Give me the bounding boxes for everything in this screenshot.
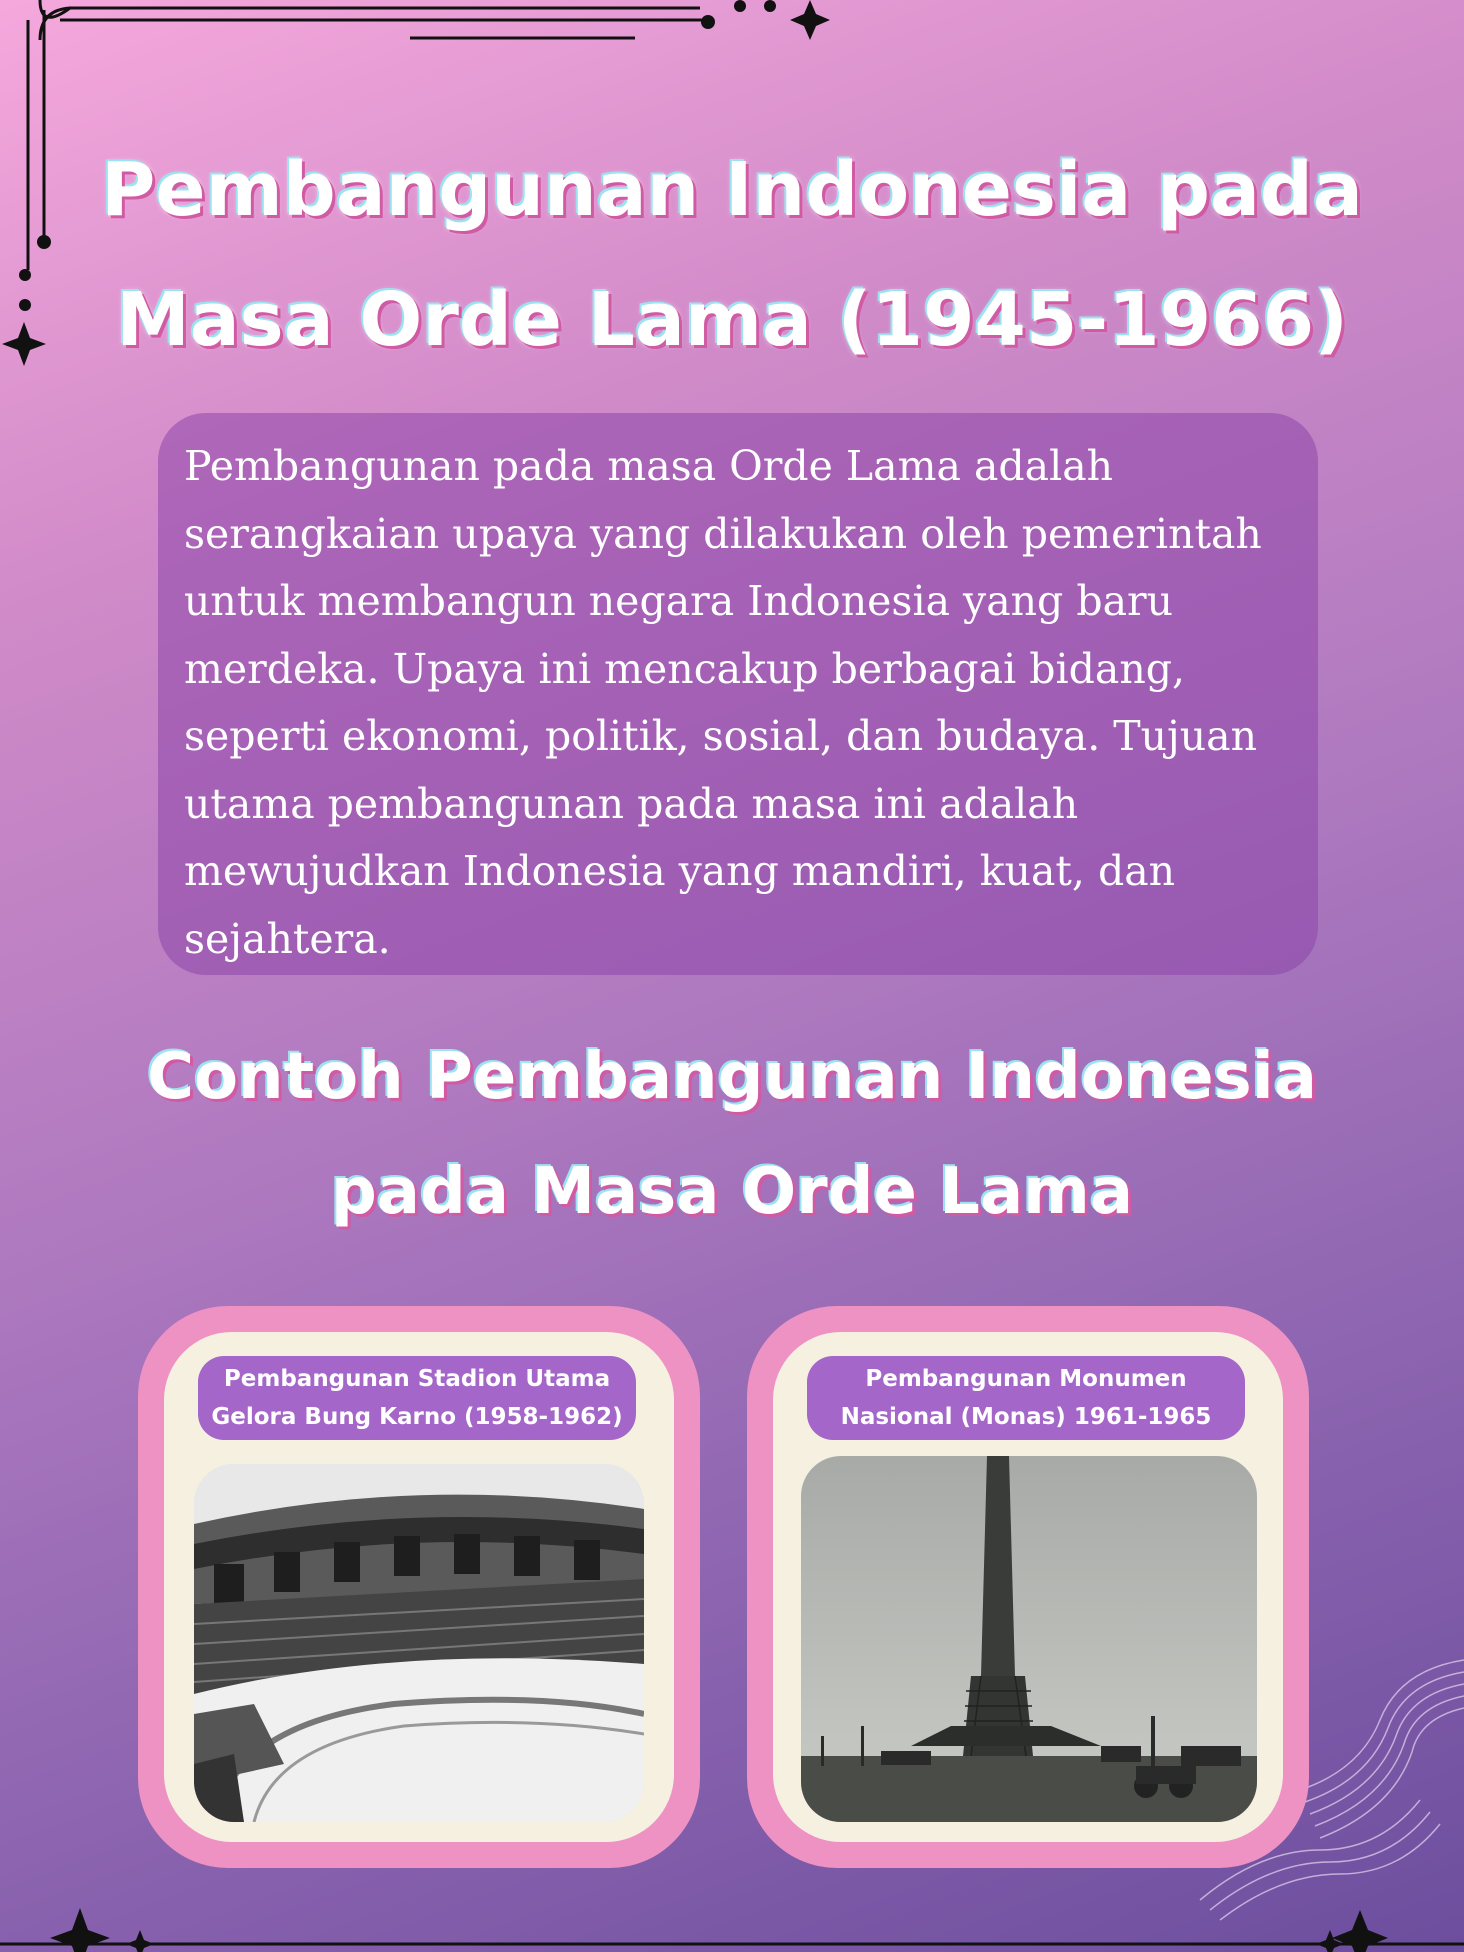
monas-photo-illustration	[801, 1456, 1257, 1822]
intro-box	[158, 413, 1318, 975]
intro-paragraph: Pembangunan pada masa Orde Lama adalah serangkaian upaya yang dilakukan oleh pemerintah untuk membangun negara Indonesia yang baru merdeka. Upaya ini mencakup berbagai bidang, seperti ekonomi, politik, sosial, dan budaya. Tujuan utama pembangunan pada masa ini adalah mewujudkan Indonesia yang mandiri, kuat, dan sejahtera.	[184, 442, 1262, 963]
example-card-inner	[164, 1332, 674, 1842]
example-card-stadium	[138, 1306, 700, 1868]
example-card-inner	[773, 1332, 1283, 1842]
stadium-construction-photo	[194, 1464, 644, 1822]
monas-construction-photo	[801, 1456, 1257, 1822]
stadium-photo-illustration	[194, 1464, 644, 1822]
page-title: Pembangunan Indonesia pada Masa Orde Lama (1945-1966)	[101, 147, 1363, 363]
example-card-monas	[747, 1306, 1309, 1868]
example-label-stadium: Pembangunan Stadion Utama Gelora Bung Karno (1958-1962)	[198, 1356, 636, 1440]
example-label-monas: Pembangunan Monumen Nasional (Monas) 1961-1965	[807, 1356, 1245, 1440]
section-subtitle: Contoh Pembangunan Indonesia pada Masa Orde Lama	[147, 1040, 1317, 1229]
